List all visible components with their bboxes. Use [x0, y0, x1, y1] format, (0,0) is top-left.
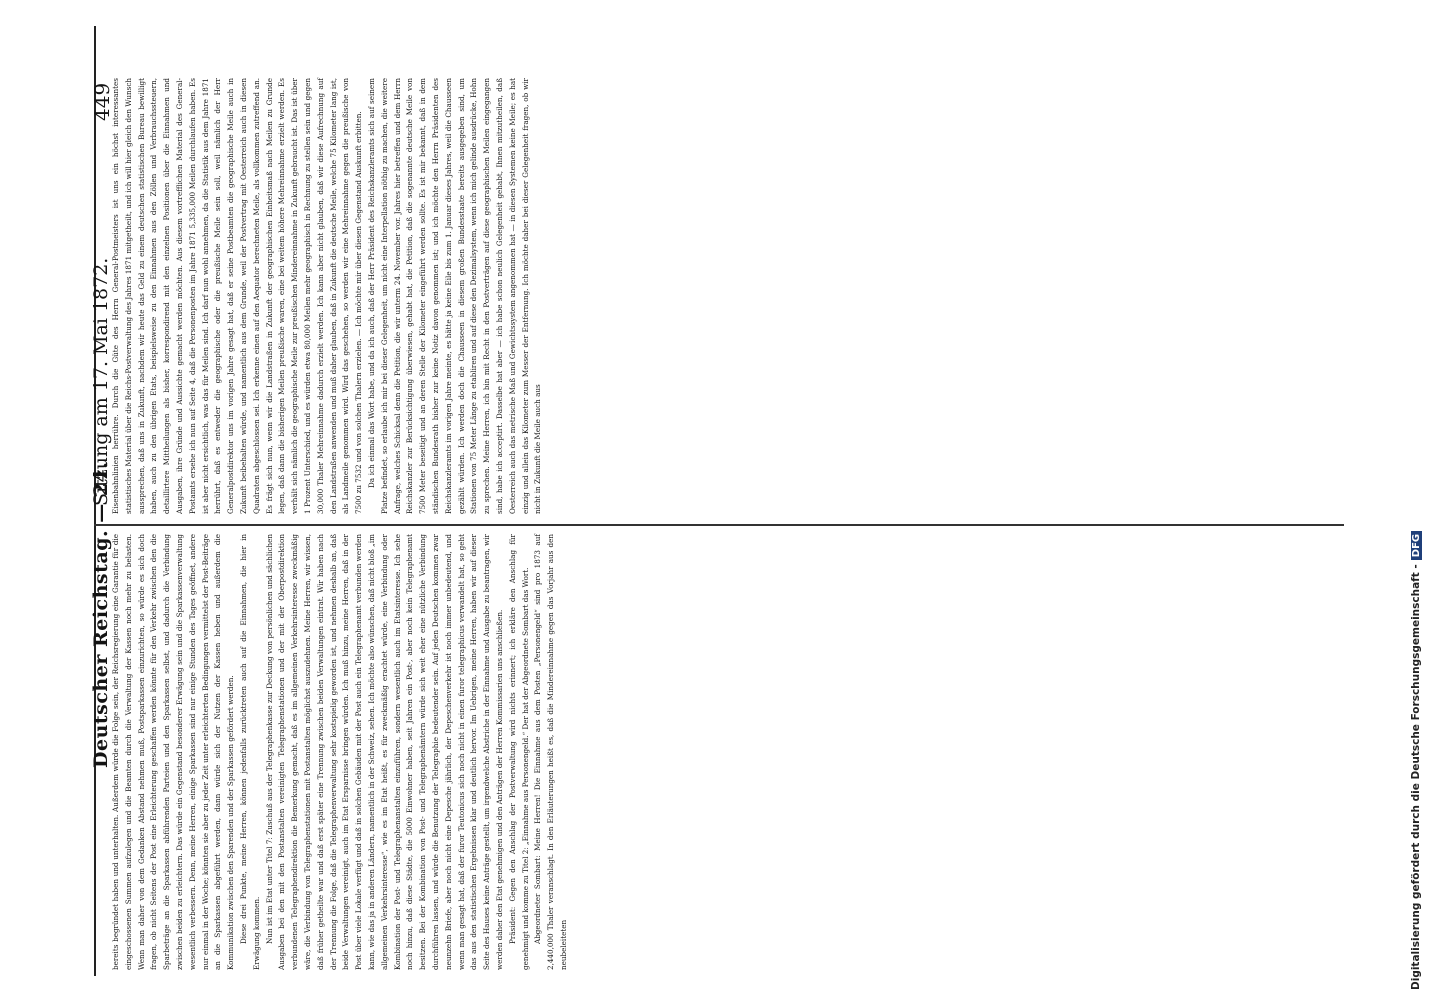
digitization-credit — [1410, 531, 1422, 990]
journal-title: Deutscher Reichstag. — 24. — [90, 461, 112, 768]
left-paragraph: Diese drei Punkte, meine Herren, können jedenfalls zurücktreten auch auf die Einnahmen, die hier in Erwägung kommen. — [238, 534, 261, 970]
left-paragraph: Abgeordneter Sombart: Meine Herren! Die Einnahme aus dem Posten „Personengeld“ sind pro 1873 auf 2,440,000 Thaler veranschlagt. In den Erläuterungen heißt es, daß die Mindereinnahme gegen das Vorjahr aus den neubeleiteten — [533, 534, 568, 970]
left-column — [110, 534, 568, 970]
column-divider — [94, 524, 1344, 526]
dfg-logo-badge: DFG — [1411, 531, 1422, 560]
session-title: Sitzung am 17. Mai 1872. — [90, 257, 112, 506]
left-paragraph: Präsident: Gegen den Anschlag der Postverwaltung wird nichts erinnert; ich erkläre den Anschlag für genehmigt und komme zu Titel 2: „Einnahme aus Personengeld.“ Der hat der Abgeordnete Sombart das Wort. — [507, 534, 530, 970]
right-paragraph: Eisenbahnlinien herrühre. Durch die Güte des Herrn General-Postmeisters ist uns ein höchst interessantes statistisches Material über die Reichs-Postverwaltung des Jahres 1871 mitgetheilt, und ich will hier gleich den Wunsch aussprechen, daß uns in Zukunft, nachdem wir heute das Geld zu einem deutschen statistischen Bureau bewilligt haben, auch zu den übrigen Etats, beispielsweise zu den Einnahmen aus den Zöllen und Verbrauchssteuern, detaillirtere Mittheilungen als bisher, korrespondirend mit den einzelnen Positionen über die Einnahmen und Ausgaben, ihre Gründe und Aussichte gemacht werden möchten. Aus diesem vortrefflichen Material des General-Postamts ersehe ich nun auf Seite 4, daß die Personenposten im Jahre 1871 5,335,000 Meilen durchlaufen haben. Es ist aber nicht ersichtlich, was das für Meilen sind. Ich darf nun wohl annehmen, da die Statistik aus dem Jahre 1871 herrührt, daß es entweder die geographische oder die preußische Meile sein soll, weil nämlich der Herr Generalpostdirektor uns im vorigen Jahre gesagt hat, daß er seine Postbeamten die geographische Meile auch in Zukunft beibehalten würde, und namentlich aus dem Grunde, weil der Postvertrag mit Oesterreich auch in diesen Quadraten abgeschlossen sei. Ich erkenne einen auf den Aequator berechneten Meile, als vollkommen zutreffend an. Es frägt sich nun, wenn wir die Landstraßen in Zukunft der geographischen Einheitsmaß nach Meilen zu Grunde legen, daß dann die bisherigen Meilen preußische waren, eine bei weitem höhere Mehreinnahme erzielt werden. Es verhält sich nämlich die geographische Meile zur preußischen Mindereinnahme in Zukunft gebraucht ist. Das ist über 1 Prozent Unterschied, und es würden etwa 80,000 Meilen mehr geographisch in Rechnung zu stellen sein und gegen 30,000 Thaler Mehreinnahme dadurch erzielt werden. Ich kann aber nicht glauben, daß wir diese Aufrechnung auf den Landstraßen anwenden und muß daher glauben, daß in Zukunft die deutsche Meile, welche 75 Kilometer lang ist, als Landmeile genommen wird. Wird das geschehen, so werden wir eine Mehreinnahme gegen die preußische von 7500 zu 7532 und von solchen Thalern erzielen. — Ich möchte mir über diesen Gegenstand Auskunft erbitten. — [111, 78, 364, 514]
left-paragraph: bereits begründet haben und unterhalten. Außerdem würde die Folge sein, der Reichsregierung eine Garantie für die eingeschossenen Summen aufzulegen und die Beamten durch die Verwaltung der Kassen noch mehr zu belasten. Wenn man daher von dem Gedanken Abstand nehmen muß, Postsparkassen einzurichten, so würde es sich doch fragen, ob nicht Seitens der Post eine Erleichterung geschaffen werden könnte für den Verkehr zwischen den die Sparbeträge an die Sparkassen abführenden Parteien und den Sparkassen selbst, und dadurch die Verbindung zwischen beiden zu erleichtern. Das würde ein Gegenstand besonderer Erwägung sein und die Sparkassenverwaltung wesentlich verbessern. Denn, meine Herren, einige Sparkassen sind nur einige Stunden des Tages geöffnet, andere nur einmal in der Woche; könnten sie aber zu jeder Zeit unter erleichterten Bedingungen vermittelst der Post-Beiträge an die Sparkassen abgeführt werden, dann würde sich der Nutzen der Kassen heben und außerdem die Kommunikation zwischen den Sparenden und der Sparkassen gefördert werden. — [111, 534, 236, 970]
document-page — [28, 26, 1406, 976]
page-number: 449 — [90, 82, 114, 121]
right-column — [110, 78, 555, 514]
right-paragraph: Da ich einmal das Wort habe, und da ich auch, daß der Herr Präsident des Reichskanzleramts sich auf seinem Platze befindet, so erlaube ich mir bei dieser Gelegenheit, um nicht eine Interpellation nöthig zu machen, die weitere Anfrage, welches Schicksal denn die Petition, die wir unterm 24. November vor. Jahres hier betreffen und dem Herrn Reichskanzler zur Berücksichtigung überwiesen, gehabt hat, die Petition, daß die sogenannte deutsche Meile von 7500 Meter beseitigt und an deren Stelle der Kilometer eingeführt werden sollte. Es ist mir bekannt, daß in dem ständischen Bundesrath bisher zur keine Notiz davon genommen ist; und ich möchte den Herrn Präsidenten des Reichskanzleramts im vorigen Jahre meinte, es hätte ja keine Eile bis zum 1. Januar dieses Jahres, weil die Chausseen gezählt würden. Ich werden doch die Chausseen in diesem großen Bundesstaate bereits ausgegeben sind, um Stationen von 75 Meter Länge zu etabliren und auf diese den Dezimalsystem, wenn ich mich gelinde ausdrücke, Hohn zu sprechen. Meine Herren, ich bin mit Recht in den Postverträgen auf diese geographischen Meilen eingegangen sind, habe ich acceptirt. Dasselbe hat aber — ich habe schon neulich Gelegenheit gehabt, Ihnen mitzutheilen, daß Oesterreich auch das metrische Maß und Gewichtssystem angenommen hat — in diesen Systemen keine Meile; es hat einzig und allein das Kilometer zum Messer der Entfernung. Ich möchte daher bei dieser Gelegenheit fragen, ob wir nicht in Zukunft die Meile auch aus — [366, 78, 543, 514]
credit-text: Digitalisierung gefördert durch die Deutsche Forschungsgemeinschaft - — [1410, 564, 1422, 990]
left-paragraph: Nun ist im Etat unter Titel 7: Zuschuß aus der Telegraphenkasse zur Deckung von persönlichen und sächlichen Ausgaben bei den mit den Postanstalten vereinigten Telegraphenstationen und der mit der Oberpostdirektion verbundenen Telegraphendirektion die Bemerkung gemacht, daß es im allgemeinen Verkehrsinteresse zweckmäßig wäre, die Verbindung von Telegraphenstationen mit Postanstalten möglichst auszudehnen. Meine Herren, wir wissen, daß früher getheilte war und daß erst später eine Trennung zwischen beiden Verwaltungen eintrat. Wir haben nach der Trennung die Folge, daß die Telegraphenverwaltung sehr kostspielig geworden ist, und nehmen deshalb an, daß beide Verwaltungen vereinigt, auch im Etat Ersparnisse bringen würden. Ich muß hinzu, meine Herren, daß in der Post über viele Lokale verfügt und daß in solchen Gebäuden mit der Post auch ein Telegraphenamt verbunden werden kann, wie das ja in anderen Ländern, namentlich in der Schweiz, sehen. Ich möchte also wünschen, daß nicht bloß „im allgemeinen Verkehrsinteresse“, wie es im Etat heißt, es für zweckmäßig erachtet würde, eine Verbindung oder Kombination der Post- und Telegraphenanstalten einzuführen, sondern wesentlich auch im Etatsinteresse. Ich sehe noch hinzu, daß diese Städte, die 5000 Einwohner haben, seit Jahren ein Post-, aber noch kein Telegraphenamt besitzen. Bei der Kombination von Post- und Telegraphenämtern würde sich weit eher eine nützliche Verbindung durchführen lassen, und würde die Benutzung der Telegraphie bedeutender sein. Auf jeden Deutschen kommen zwar neunzehn Briefe, aber noch nicht eine Depesche jährlich, der Depeschenverkehr ist noch immer unbedeutend, und wenn man gesagt hat, daß der furor Teutonicus sich noch nicht in einen furor telegraphicus verwandelt hat, so geht das aus den statistischen Ergebnissen klar und deutlich hervor. Im Uebrigen, meine Herren, haben wir auf dieser Seite des Hauses keine Anträge gestellt, um irgendwelche Abstriche in der Einnahme und Ausgabe zu beantragen, wir werden daher den Etat genehmigen und den Anträgen der Herren Kommissarien uns anschließen. — [264, 534, 504, 970]
